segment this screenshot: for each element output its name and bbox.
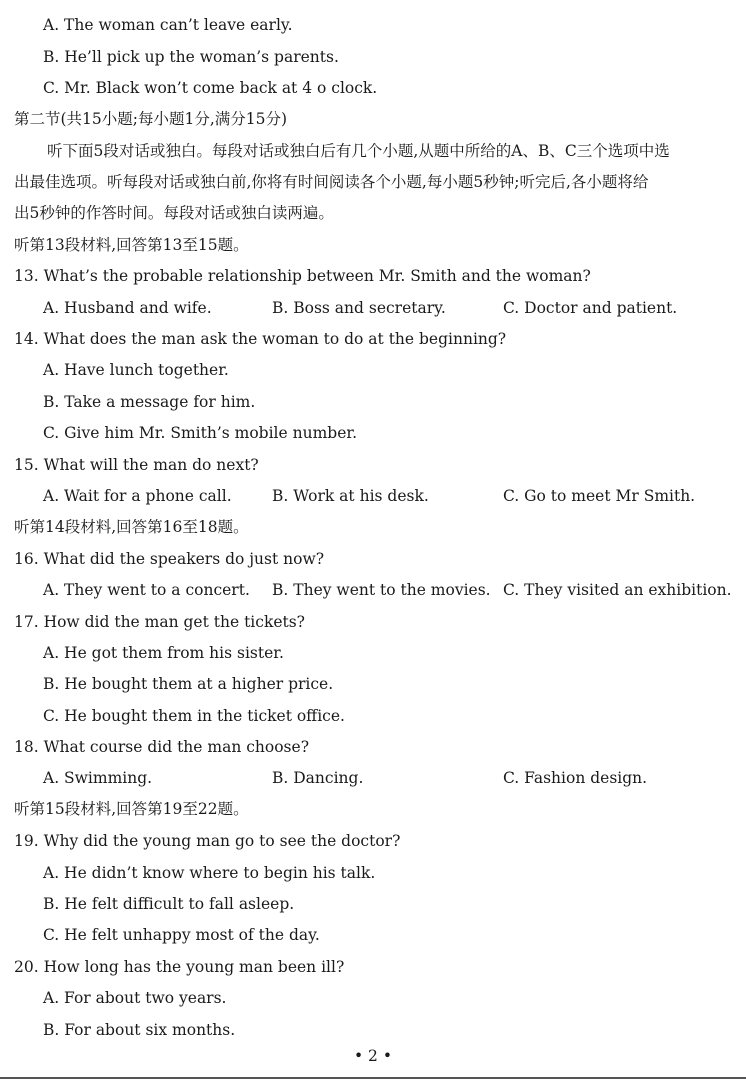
option-a: A. Swimming. bbox=[43, 769, 153, 787]
section-title: 第二节(共15小题;每小题1分,满分15分) bbox=[14, 110, 288, 128]
option-b: B. Take a message for him. bbox=[43, 393, 256, 411]
bottom-rule bbox=[0, 1077, 746, 1079]
option-a: A. He didn’t know where to begin his talk. bbox=[43, 864, 376, 882]
option-a: A. They went to a concert. bbox=[43, 581, 250, 599]
option-b: B. He felt difficult to fall asleep. bbox=[43, 895, 295, 913]
group-header: 听第15段材料,回答第19至22题。 bbox=[14, 800, 249, 818]
instruction-line: 出最佳选项。听每段对话或独白前,你将有时间阅读各个小题,每小题5秒钟;听完后,各小题将给 bbox=[14, 173, 649, 191]
option-b: B. They went to the movies. bbox=[272, 581, 491, 599]
option-b: B. Work at his desk. bbox=[272, 487, 429, 505]
question-16: 16. What did the speakers do just now? bbox=[14, 550, 325, 568]
option-a: A. For about two years. bbox=[43, 989, 227, 1007]
page-number: • 2 • bbox=[353, 1047, 392, 1065]
option-b: B. Boss and secretary. bbox=[272, 299, 446, 317]
question-13: 13. What’s the probable relationship between Mr. Smith and the woman? bbox=[14, 267, 591, 285]
question-15: 15. What will the man do next? bbox=[14, 456, 259, 474]
option-c: C. Go to meet Mr Smith. bbox=[503, 487, 696, 505]
instruction-line: 听下面5段对话或独白。每段对话或独白后有几个小题,从题中所给的A、B、C三个选项中选 bbox=[47, 142, 670, 160]
group-header: 听第14段材料,回答第16至18题。 bbox=[14, 518, 249, 536]
option-c: C. Doctor and patient. bbox=[503, 299, 678, 317]
option-b: B. For about six months. bbox=[43, 1021, 236, 1039]
option-line: C. Mr. Black won’t come back at 4 o clock. bbox=[43, 79, 378, 97]
option-b: B. He bought them at a higher price. bbox=[43, 675, 334, 693]
question-14: 14. What does the man ask the woman to do at the beginning? bbox=[14, 330, 507, 348]
option-c: C. He bought them in the ticket office. bbox=[43, 707, 345, 725]
question-18: 18. What course did the man choose? bbox=[14, 738, 309, 756]
option-c: C. They visited an exhibition. bbox=[503, 581, 732, 599]
question-19: 19. Why did the young man go to see the doctor? bbox=[14, 832, 401, 850]
option-c: C. He felt unhappy most of the day. bbox=[43, 926, 320, 944]
option-b: B. Dancing. bbox=[272, 769, 364, 787]
option-a: A. Wait for a phone call. bbox=[43, 487, 232, 505]
question-20: 20. How long has the young man been ill? bbox=[14, 958, 345, 976]
group-header: 听第13段材料,回答第13至15题。 bbox=[14, 236, 249, 254]
instruction-line: 出5秒钟的作答时间。每段对话或独白读两遍。 bbox=[14, 204, 334, 222]
option-line: A. The woman can’t leave early. bbox=[43, 16, 293, 34]
option-a: A. He got them from his sister. bbox=[43, 644, 284, 662]
option-line: B. He’ll pick up the woman’s parents. bbox=[43, 48, 339, 66]
option-a: A. Husband and wife. bbox=[43, 299, 212, 317]
option-c: C. Fashion design. bbox=[503, 769, 648, 787]
option-a: A. Have lunch together. bbox=[43, 361, 229, 379]
option-c: C. Give him Mr. Smith’s mobile number. bbox=[43, 424, 358, 442]
question-17: 17. How did the man get the tickets? bbox=[14, 613, 305, 631]
